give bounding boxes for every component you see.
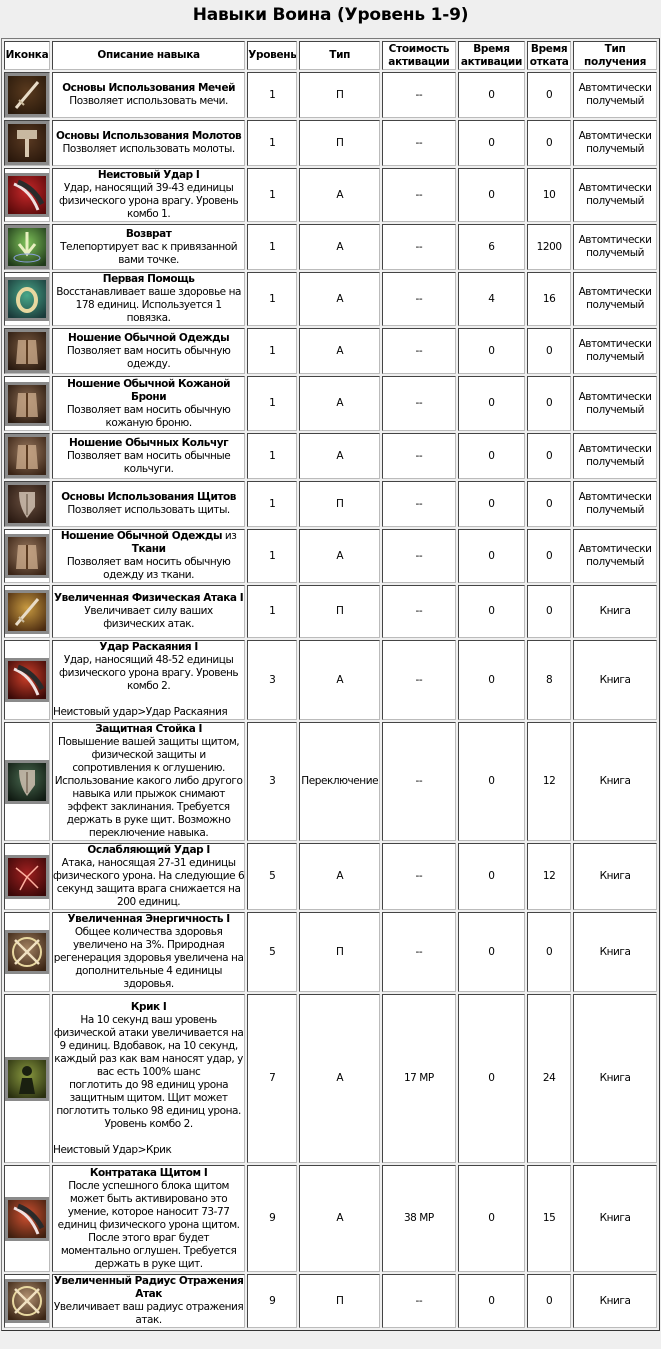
type-cell: А bbox=[299, 224, 380, 270]
acquisition-cell: Автомтически получемый bbox=[573, 529, 657, 583]
skill-description: Позволяет использовать молоты. bbox=[62, 143, 235, 155]
parry-radius-icon bbox=[5, 1279, 49, 1323]
cast-time-cell: 0 bbox=[458, 994, 525, 1163]
type-cell: Переключение bbox=[299, 722, 380, 841]
header-type: Тип bbox=[299, 41, 380, 70]
skill-name: Первая Помощь bbox=[102, 273, 195, 285]
weakening-strike-icon bbox=[5, 855, 49, 899]
type-cell: А bbox=[299, 1165, 380, 1272]
icon-cell bbox=[4, 585, 50, 638]
type-cell: П bbox=[299, 1274, 380, 1328]
table-row bbox=[4, 72, 657, 118]
cost-cell: -- bbox=[382, 1274, 456, 1328]
skill-description: Позволяет использовать щиты. bbox=[67, 504, 230, 516]
cost-cell: -- bbox=[382, 640, 456, 720]
skill-description: Общее количества здоровья увеличено на 3%. Природная регенерация здоровья увеличена на дополнительные 4 единицы здоровья. bbox=[53, 926, 244, 990]
description-cell bbox=[52, 168, 245, 222]
cast-time-cell: 0 bbox=[458, 585, 525, 638]
acquisition-cell: Книга bbox=[573, 994, 657, 1163]
type-cell: А bbox=[299, 376, 380, 431]
skill-description: Повышение вашей защиты щитом, физической защиты и сопротивления к оглушению. Использование какого либо другого навыка или прыжок снимают эффект заклинания. Требуется держать в руке щит. Возможно переключение навыка. bbox=[54, 736, 243, 839]
description-cell bbox=[52, 1165, 245, 1272]
header-cooldown: Время отката bbox=[527, 41, 571, 70]
skill-name: Основы Использования Молотов bbox=[56, 130, 242, 142]
cost-cell: -- bbox=[382, 529, 456, 583]
skill-name: Основы Использования Щитов bbox=[61, 491, 237, 503]
description-cell bbox=[52, 328, 245, 374]
acquisition-cell: Автомтически получемый bbox=[573, 168, 657, 222]
table-row bbox=[4, 1165, 657, 1272]
cast-time-cell: 0 bbox=[458, 168, 525, 222]
cooldown-cell: 0 bbox=[527, 376, 571, 431]
skill-description: Увеличивает силу ваших физических атак. bbox=[84, 605, 213, 630]
cost-cell: 38 MP bbox=[382, 1165, 456, 1272]
page-title: Навыки Воина (Уровень 1-9) bbox=[192, 5, 469, 25]
type-cell: А bbox=[299, 272, 380, 326]
cast-time-cell: 0 bbox=[458, 1274, 525, 1328]
cooldown-cell: 12 bbox=[527, 843, 571, 910]
icon-cell bbox=[4, 994, 50, 1163]
cloth-armor-icon bbox=[5, 329, 49, 373]
cooldown-cell: 0 bbox=[527, 912, 571, 992]
cost-cell: -- bbox=[382, 433, 456, 479]
acquisition-cell: Книга bbox=[573, 722, 657, 841]
table-row bbox=[4, 481, 657, 527]
cooldown-cell: 1200 bbox=[527, 224, 571, 270]
level-cell: 3 bbox=[247, 722, 297, 841]
acquisition-cell: Автомтически получемый bbox=[573, 72, 657, 118]
header-cast-time: Время активации bbox=[458, 41, 525, 70]
cost-cell: -- bbox=[382, 722, 456, 841]
cooldown-cell: 24 bbox=[527, 994, 571, 1163]
cast-time-cell: 0 bbox=[458, 912, 525, 992]
icon-cell bbox=[4, 722, 50, 841]
skill-name-part: из bbox=[221, 530, 237, 542]
icon-cell bbox=[4, 640, 50, 720]
acquisition-cell: Автомтически получемый bbox=[573, 376, 657, 431]
cost-cell: -- bbox=[382, 843, 456, 910]
skill-description: Атака, наносящая 27-31 единицы физического урона. На следующие 6 секунд защита врага снижается на 200 единиц. bbox=[53, 857, 245, 908]
skill-description: Удар, наносящий 39-43 единицы физического урона врагу. Уровень комбо 1. bbox=[59, 182, 239, 220]
type-cell: А bbox=[299, 328, 380, 374]
header-cost: Стоимость активации bbox=[382, 41, 456, 70]
description-cell bbox=[52, 640, 245, 720]
cost-cell: -- bbox=[382, 481, 456, 527]
hammer-icon bbox=[5, 121, 49, 165]
table-row bbox=[4, 272, 657, 326]
skills-table bbox=[1, 38, 660, 1331]
return-icon bbox=[5, 225, 49, 269]
acquisition-cell: Книга bbox=[573, 843, 657, 910]
description-cell bbox=[52, 994, 245, 1163]
acquisition-cell: Автомтически получемый bbox=[573, 433, 657, 479]
skill-name: Увеличенная Физическая Атака I bbox=[54, 592, 244, 604]
table-row bbox=[4, 224, 657, 270]
acquisition-cell: Автомтически получемый bbox=[573, 481, 657, 527]
fabric-armor-icon bbox=[5, 534, 49, 578]
level-cell: 1 bbox=[247, 272, 297, 326]
cost-cell: -- bbox=[382, 376, 456, 431]
cooldown-cell: 8 bbox=[527, 640, 571, 720]
cooldown-cell: 0 bbox=[527, 120, 571, 166]
skill-description: На 10 секунд ваш уровень физической атаки увеличивается на 9 единиц. Вдобавок, на 10 секунд, каждый раз как вам наносят удар, у вас есть 100% шанс bbox=[53, 1013, 244, 1078]
cost-cell: -- bbox=[382, 168, 456, 222]
skill-description: Телепортирует вас к привязанной вами точке. bbox=[60, 240, 238, 266]
skill-description: Позволяет использовать мечи. bbox=[69, 95, 228, 107]
description-cell bbox=[52, 1274, 245, 1328]
table-row bbox=[4, 912, 657, 992]
level-cell: 1 bbox=[247, 433, 297, 479]
level-cell: 1 bbox=[247, 120, 297, 166]
icon-cell bbox=[4, 1165, 50, 1272]
description-cell bbox=[52, 912, 245, 992]
level-cell: 1 bbox=[247, 585, 297, 638]
type-cell: П bbox=[299, 585, 380, 638]
table-row bbox=[4, 585, 657, 638]
header-icon: Иконка bbox=[4, 41, 50, 70]
type-cell: А bbox=[299, 529, 380, 583]
description-cell bbox=[52, 433, 245, 479]
level-cell: 9 bbox=[247, 1274, 297, 1328]
cast-time-cell: 0 bbox=[458, 722, 525, 841]
description-cell bbox=[52, 481, 245, 527]
cast-time-cell: 0 bbox=[458, 1165, 525, 1272]
type-cell: П bbox=[299, 912, 380, 992]
cast-time-cell: 0 bbox=[458, 376, 525, 431]
remorse-strike-icon bbox=[5, 658, 49, 702]
table-row bbox=[4, 994, 657, 1163]
type-cell: П bbox=[299, 481, 380, 527]
table-row bbox=[4, 376, 657, 431]
type-cell: А bbox=[299, 168, 380, 222]
shout-icon bbox=[5, 1057, 49, 1101]
icon-cell bbox=[4, 224, 50, 270]
cast-time-cell: 0 bbox=[458, 529, 525, 583]
cooldown-cell: 0 bbox=[527, 72, 571, 118]
skill-name: Ношение Обычной Одежды bbox=[68, 331, 230, 344]
acquisition-cell: Книга bbox=[573, 1274, 657, 1328]
cost-cell: -- bbox=[382, 272, 456, 326]
cast-time-cell: 0 bbox=[458, 843, 525, 910]
type-cell: А bbox=[299, 640, 380, 720]
table-row bbox=[4, 168, 657, 222]
cast-time-cell: 4 bbox=[458, 272, 525, 326]
skill-name: Ослабляющий Удар I bbox=[87, 844, 210, 856]
cooldown-cell: 12 bbox=[527, 722, 571, 841]
skill-description: Удар, наносящий 48-52 единицы физического урона врагу. Уровень комбо 2. bbox=[59, 654, 239, 692]
cast-time-cell: 0 bbox=[458, 120, 525, 166]
table-header-row bbox=[4, 41, 657, 70]
description-cell bbox=[52, 722, 245, 841]
cost-cell: -- bbox=[382, 72, 456, 118]
description-cell bbox=[52, 272, 245, 326]
skill-combo-chain: Неистовый удар>Удар Раскаяния bbox=[53, 706, 228, 718]
description-cell bbox=[52, 585, 245, 638]
acquisition-cell: Книга bbox=[573, 640, 657, 720]
table-row bbox=[4, 1274, 657, 1328]
skill-name-part: Ткани bbox=[131, 543, 166, 555]
description-cell bbox=[52, 529, 245, 583]
icon-cell bbox=[4, 1274, 50, 1328]
cooldown-cell: 15 bbox=[527, 1165, 571, 1272]
skill-description-continued: поглотить до 98 единиц урона защитным щитом. Щит может поглотить только 98 единиц урона. Уровень комбо 2. bbox=[56, 1078, 241, 1130]
icon-cell bbox=[4, 433, 50, 479]
table-row bbox=[4, 433, 657, 479]
skill-name: Контратака Щитом I bbox=[89, 1166, 208, 1179]
level-cell: 3 bbox=[247, 640, 297, 720]
level-cell: 1 bbox=[247, 529, 297, 583]
level-cell: 1 bbox=[247, 328, 297, 374]
skill-description: Увеличивает ваш радиус отражения атак. bbox=[53, 1301, 244, 1326]
skill-description: Позволяет вам носить обычную одежду. bbox=[66, 344, 231, 370]
shield-icon bbox=[5, 482, 49, 526]
skill-name: Увеличенная Энергичность I bbox=[67, 913, 230, 925]
vitality-icon bbox=[5, 930, 49, 974]
skill-description: Восстанавливает ваше здоровье на 178 единиц. Используется 1 повязка. bbox=[56, 286, 241, 324]
icon-cell bbox=[4, 376, 50, 431]
shield-counter-icon bbox=[5, 1197, 49, 1241]
cast-time-cell: 0 bbox=[458, 72, 525, 118]
type-cell: А bbox=[299, 843, 380, 910]
cooldown-cell: 0 bbox=[527, 328, 571, 374]
skill-name: Неистовый Удар I bbox=[97, 169, 200, 181]
cost-cell: -- bbox=[382, 585, 456, 638]
header-level: Уровень bbox=[247, 41, 297, 70]
cooldown-cell: 0 bbox=[527, 481, 571, 527]
skill-name-part: Ношение Обычной Одежды bbox=[60, 530, 222, 542]
cost-cell: -- bbox=[382, 328, 456, 374]
table-row bbox=[4, 640, 657, 720]
acquisition-cell: Книга bbox=[573, 1165, 657, 1272]
acquisition-cell: Автомтически получемый bbox=[573, 120, 657, 166]
cooldown-cell: 0 bbox=[527, 585, 571, 638]
level-cell: 5 bbox=[247, 912, 297, 992]
cost-cell: -- bbox=[382, 120, 456, 166]
skill-name: Ношение Обычных Кольчуг bbox=[69, 436, 229, 449]
skill-description: Позволяет вам носить обычные кольчуги. bbox=[66, 449, 231, 475]
icon-cell bbox=[4, 168, 50, 222]
leather-armor-icon bbox=[5, 382, 49, 426]
cast-time-cell: 6 bbox=[458, 224, 525, 270]
level-cell: 1 bbox=[247, 481, 297, 527]
icon-cell bbox=[4, 328, 50, 374]
cooldown-cell: 0 bbox=[527, 1274, 571, 1328]
icon-cell bbox=[4, 843, 50, 910]
level-cell: 1 bbox=[247, 376, 297, 431]
cooldown-cell: 10 bbox=[527, 168, 571, 222]
acquisition-cell: Книга bbox=[573, 585, 657, 638]
table-row bbox=[4, 722, 657, 841]
description-cell bbox=[52, 224, 245, 270]
chain-armor-icon bbox=[5, 434, 49, 478]
cast-time-cell: 0 bbox=[458, 433, 525, 479]
icon-cell bbox=[4, 272, 50, 326]
skill-description: Позволяет вам носить обычную одежду из ткани. bbox=[66, 556, 231, 581]
cooldown-cell: 0 bbox=[527, 433, 571, 479]
type-cell: П bbox=[299, 72, 380, 118]
bandage-icon bbox=[5, 277, 49, 321]
level-cell: 5 bbox=[247, 843, 297, 910]
skill-name: Защитная Стойка I bbox=[95, 723, 203, 735]
physical-attack-icon bbox=[5, 590, 49, 634]
acquisition-cell: Автомтически получемый bbox=[573, 224, 657, 270]
acquisition-cell: Автомтически получемый bbox=[573, 328, 657, 374]
cost-cell: 17 MP bbox=[382, 994, 456, 1163]
description-cell bbox=[52, 843, 245, 910]
type-cell: П bbox=[299, 120, 380, 166]
skill-name: Ношение Обычной Кожаной Брони bbox=[67, 377, 231, 403]
icon-cell bbox=[4, 72, 50, 118]
description-cell bbox=[52, 72, 245, 118]
icon-cell bbox=[4, 481, 50, 527]
skill-name: Крик I bbox=[130, 1000, 167, 1013]
level-cell: 1 bbox=[247, 168, 297, 222]
type-cell: А bbox=[299, 994, 380, 1163]
defensive-stance-icon bbox=[5, 760, 49, 804]
cooldown-cell: 0 bbox=[527, 529, 571, 583]
header-description: Описание навыка bbox=[52, 41, 245, 70]
skill-name: Увеличенный Радиус Отражения Атак bbox=[53, 1275, 244, 1300]
skill-name: Основы Использования Мечей bbox=[62, 82, 236, 94]
icon-cell bbox=[4, 912, 50, 992]
cost-cell: -- bbox=[382, 224, 456, 270]
acquisition-cell: Автомтически получемый bbox=[573, 272, 657, 326]
skill-name: Удар Раскаяния I bbox=[99, 641, 198, 653]
level-cell: 1 bbox=[247, 72, 297, 118]
description-cell bbox=[52, 376, 245, 431]
sword-icon bbox=[5, 73, 49, 117]
icon-cell bbox=[4, 120, 50, 166]
description-cell bbox=[52, 120, 245, 166]
level-cell: 7 bbox=[247, 994, 297, 1163]
cast-time-cell: 0 bbox=[458, 640, 525, 720]
skill-description: Позволяет вам носить обычную кожаную броню. bbox=[66, 403, 231, 429]
skill-combo-chain: Неистовый Удар>Крик bbox=[53, 1143, 172, 1156]
icon-cell bbox=[4, 529, 50, 583]
type-cell: А bbox=[299, 433, 380, 479]
table-row bbox=[4, 120, 657, 166]
table-row bbox=[4, 529, 657, 583]
cast-time-cell: 0 bbox=[458, 328, 525, 374]
skill-name bbox=[53, 530, 244, 556]
cast-time-cell: 0 bbox=[458, 481, 525, 527]
table-row bbox=[4, 843, 657, 910]
frenzied-strike-icon bbox=[5, 173, 49, 217]
cooldown-cell: 16 bbox=[527, 272, 571, 326]
skill-name: Возврат bbox=[125, 227, 172, 240]
header-acquisition: Тип получения bbox=[573, 41, 657, 70]
cost-cell: -- bbox=[382, 912, 456, 992]
skill-description: После успешного блока щитом может быть активировано это умение, которое наносит 73-77 единиц физического урона щитом. После этого враг будет моментально оглушен. Требуется держать в руке щит. bbox=[57, 1179, 240, 1270]
level-cell: 1 bbox=[247, 224, 297, 270]
table-row bbox=[4, 328, 657, 374]
acquisition-cell: Книга bbox=[573, 912, 657, 992]
level-cell: 9 bbox=[247, 1165, 297, 1272]
